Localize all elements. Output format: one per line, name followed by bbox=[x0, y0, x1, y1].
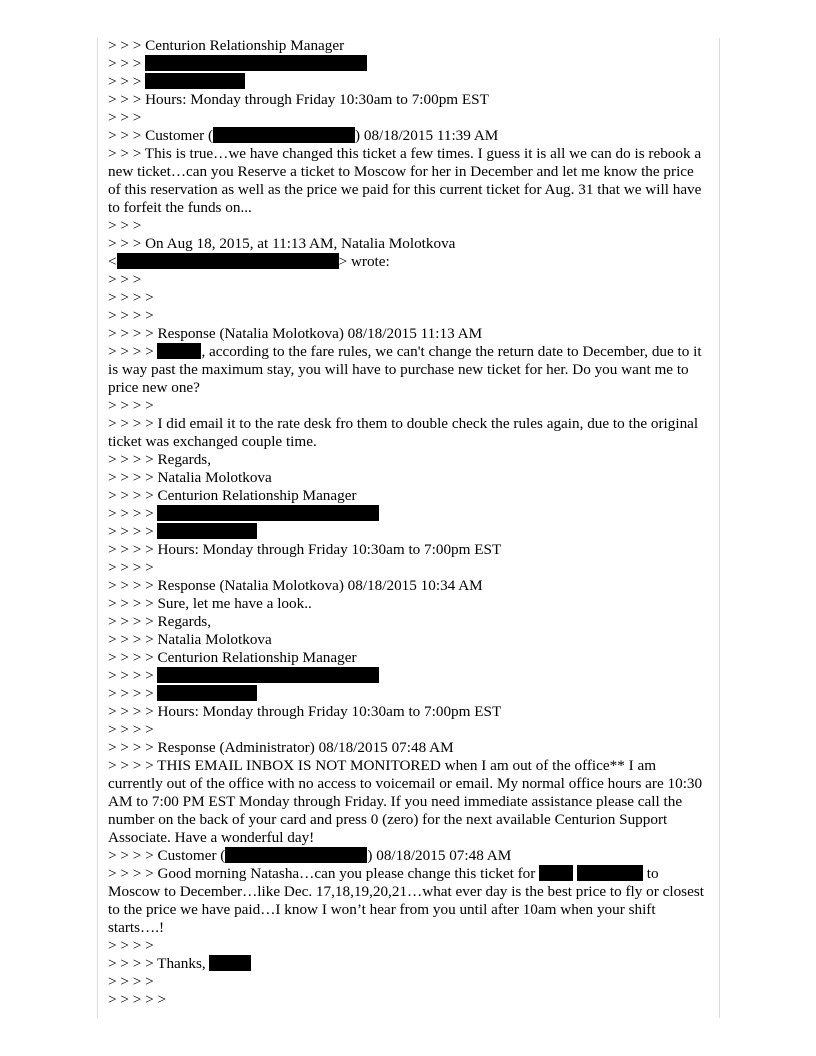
email-line bbox=[108, 307, 708, 325]
email-line bbox=[108, 541, 708, 559]
email-line-text: > > > > Customer ( bbox=[108, 847, 226, 864]
redaction-box bbox=[145, 73, 245, 89]
email-line bbox=[108, 217, 708, 235]
email-line bbox=[108, 613, 708, 631]
email-line-text: > > > Hours: Monday through Friday 10:30am to 7:00pm EST bbox=[108, 91, 489, 108]
email-line-text: > > > > Centurion Relationship Manager bbox=[108, 487, 357, 504]
redaction-box bbox=[145, 55, 367, 71]
email-line bbox=[108, 55, 708, 73]
email-line bbox=[108, 91, 708, 109]
email-line-text: > > > bbox=[108, 217, 142, 234]
email-line-text: > > > > Regards, bbox=[108, 613, 212, 630]
email-line-text: > > > > > bbox=[108, 991, 167, 1008]
email-line bbox=[108, 325, 708, 343]
email-line-text: > > > > bbox=[108, 289, 154, 306]
email-line-text: > > > On Aug 18, 2015, at 11:13 AM, Natalia Molotkova bbox=[108, 235, 456, 252]
email-line-text: > > > bbox=[108, 109, 142, 126]
email-line bbox=[108, 955, 708, 973]
email-line-text: ) 08/18/2015 07:48 AM bbox=[367, 847, 512, 864]
email-line-text: > > > > bbox=[108, 343, 158, 360]
email-line-text: ) 08/18/2015 11:39 AM bbox=[355, 127, 499, 144]
email-line bbox=[108, 127, 708, 145]
email-line bbox=[108, 469, 708, 487]
email-line-text: > > > > Sure, let me have a look.. bbox=[108, 595, 312, 612]
email-line bbox=[108, 271, 708, 289]
email-line bbox=[108, 559, 708, 577]
email-line bbox=[108, 451, 708, 469]
email-line-text: > > > > Hours: Monday through Friday 10:30am to 7:00pm EST bbox=[108, 703, 502, 720]
page-margin-right-rule bbox=[719, 38, 720, 1018]
email-line bbox=[108, 505, 708, 523]
email-line bbox=[108, 865, 708, 937]
email-line bbox=[108, 415, 708, 451]
email-line-text: > > > > Regards, bbox=[108, 451, 212, 468]
email-line-text: > > > > bbox=[108, 397, 154, 414]
page-margin-left-rule bbox=[97, 38, 98, 1018]
email-thread-body bbox=[108, 37, 708, 1009]
email-line-text: , according to the fare rules, we can't change the return date to December, due to it is way past the maximum stay, you will have to purchase new ticket for her. Do you want me to price new one? bbox=[108, 343, 706, 396]
email-line bbox=[108, 487, 708, 505]
email-line-text: > > > > I did email it to the rate desk fro them to double check the rules again, due to the original ticket was exchanged couple time. bbox=[108, 415, 702, 450]
email-line-text: to Moscow to December…like Dec. 17,18,19,20,21…what ever day is the best price to fly or closest to the price we have paid…I know I won’t hear from you until after 10am when your shift starts….! bbox=[108, 865, 708, 936]
redaction-box bbox=[117, 253, 339, 269]
redaction-box bbox=[157, 505, 379, 521]
email-line bbox=[108, 109, 708, 127]
email-line bbox=[108, 685, 708, 703]
email-line-text: > > > > bbox=[108, 937, 154, 954]
email-line-text: > > > > Thanks, bbox=[108, 955, 210, 972]
email-line-text: > > > > Centurion Relationship Manager bbox=[108, 649, 357, 666]
email-line bbox=[108, 235, 708, 253]
email-line-text: > > > bbox=[108, 73, 146, 90]
email-line bbox=[108, 577, 708, 595]
email-line-text: > > > > bbox=[108, 685, 158, 702]
email-line-text: > > > > Natalia Molotkova bbox=[108, 469, 272, 486]
email-line-text: > > > This is true…we have changed this ticket a few times. I guess it is all we can do is rebook a new ticket…can you Reserve a ticket to Moscow for her in December and let me know the price of this reservation as well as the price we paid for this current ticket for Aug. 31 that we will have to forfeit the funds on... bbox=[108, 145, 706, 216]
email-line bbox=[108, 649, 708, 667]
email-line-text: > > > > bbox=[108, 973, 154, 990]
redaction-box bbox=[157, 685, 257, 701]
email-line-text: > > > > THIS EMAIL INBOX IS NOT MONITORED when I am out of the office** I am currently out of the office with no access to voicemail or email. My normal office hours are 10:30 AM to 7:00 PM EST Monday through Friday. If you need immediate assistance please call the number on the back of your card and press 0 (zero) for the next available Centurion Support Associate. Have a wonderful day! bbox=[108, 757, 706, 846]
redaction-box bbox=[577, 865, 643, 881]
email-line bbox=[108, 667, 708, 685]
email-line bbox=[108, 739, 708, 757]
email-line bbox=[108, 523, 708, 541]
email-line-text: < bbox=[108, 253, 117, 270]
email-line bbox=[108, 397, 708, 415]
email-line-text: > > > > bbox=[108, 307, 154, 324]
email-line bbox=[108, 721, 708, 739]
email-line-text: > wrote: bbox=[338, 253, 390, 270]
redaction-box bbox=[213, 127, 355, 143]
redaction-box bbox=[157, 667, 379, 683]
email-line bbox=[108, 631, 708, 649]
email-line bbox=[108, 253, 708, 271]
email-line bbox=[108, 847, 708, 865]
email-line-text: > > > > Response (Natalia Molotkova) 08/18/2015 11:13 AM bbox=[108, 325, 483, 342]
email-line-text: > > > > bbox=[108, 523, 158, 540]
email-line bbox=[108, 973, 708, 991]
email-line bbox=[108, 595, 708, 613]
email-line-text: > > > > bbox=[108, 721, 154, 738]
email-line bbox=[108, 937, 708, 955]
redaction-box bbox=[225, 847, 367, 863]
email-line bbox=[108, 703, 708, 721]
email-line-text: > > > > bbox=[108, 505, 158, 522]
email-line-text: > > > Centurion Relationship Manager bbox=[108, 37, 345, 54]
email-line bbox=[108, 757, 708, 847]
email-line bbox=[108, 73, 708, 91]
email-line-text: > > > > Response (Natalia Molotkova) 08/18/2015 10:34 AM bbox=[108, 577, 483, 594]
email-line-text: > > > > Response (Administrator) 08/18/2015 07:48 AM bbox=[108, 739, 454, 756]
email-line bbox=[108, 991, 708, 1009]
email-line bbox=[108, 37, 708, 55]
redaction-box bbox=[157, 523, 257, 539]
email-line-text: > > > > Natalia Molotkova bbox=[108, 631, 272, 648]
email-line-text: > > > > bbox=[108, 667, 158, 684]
email-line-text: > > > bbox=[108, 271, 142, 288]
email-line-text: > > > > Good morning Natasha…can you please change this ticket for bbox=[108, 865, 540, 882]
email-line-text: > > > Customer ( bbox=[108, 127, 213, 144]
email-line bbox=[108, 343, 708, 397]
redaction-box bbox=[209, 955, 251, 971]
redaction-box bbox=[157, 343, 201, 359]
email-line-text: > > > > bbox=[108, 559, 154, 576]
email-line bbox=[108, 145, 708, 217]
redaction-box bbox=[539, 865, 573, 881]
email-line-text: > > > bbox=[108, 55, 146, 72]
email-line-text: > > > > Hours: Monday through Friday 10:30am to 7:00pm EST bbox=[108, 541, 502, 558]
email-line bbox=[108, 289, 708, 307]
